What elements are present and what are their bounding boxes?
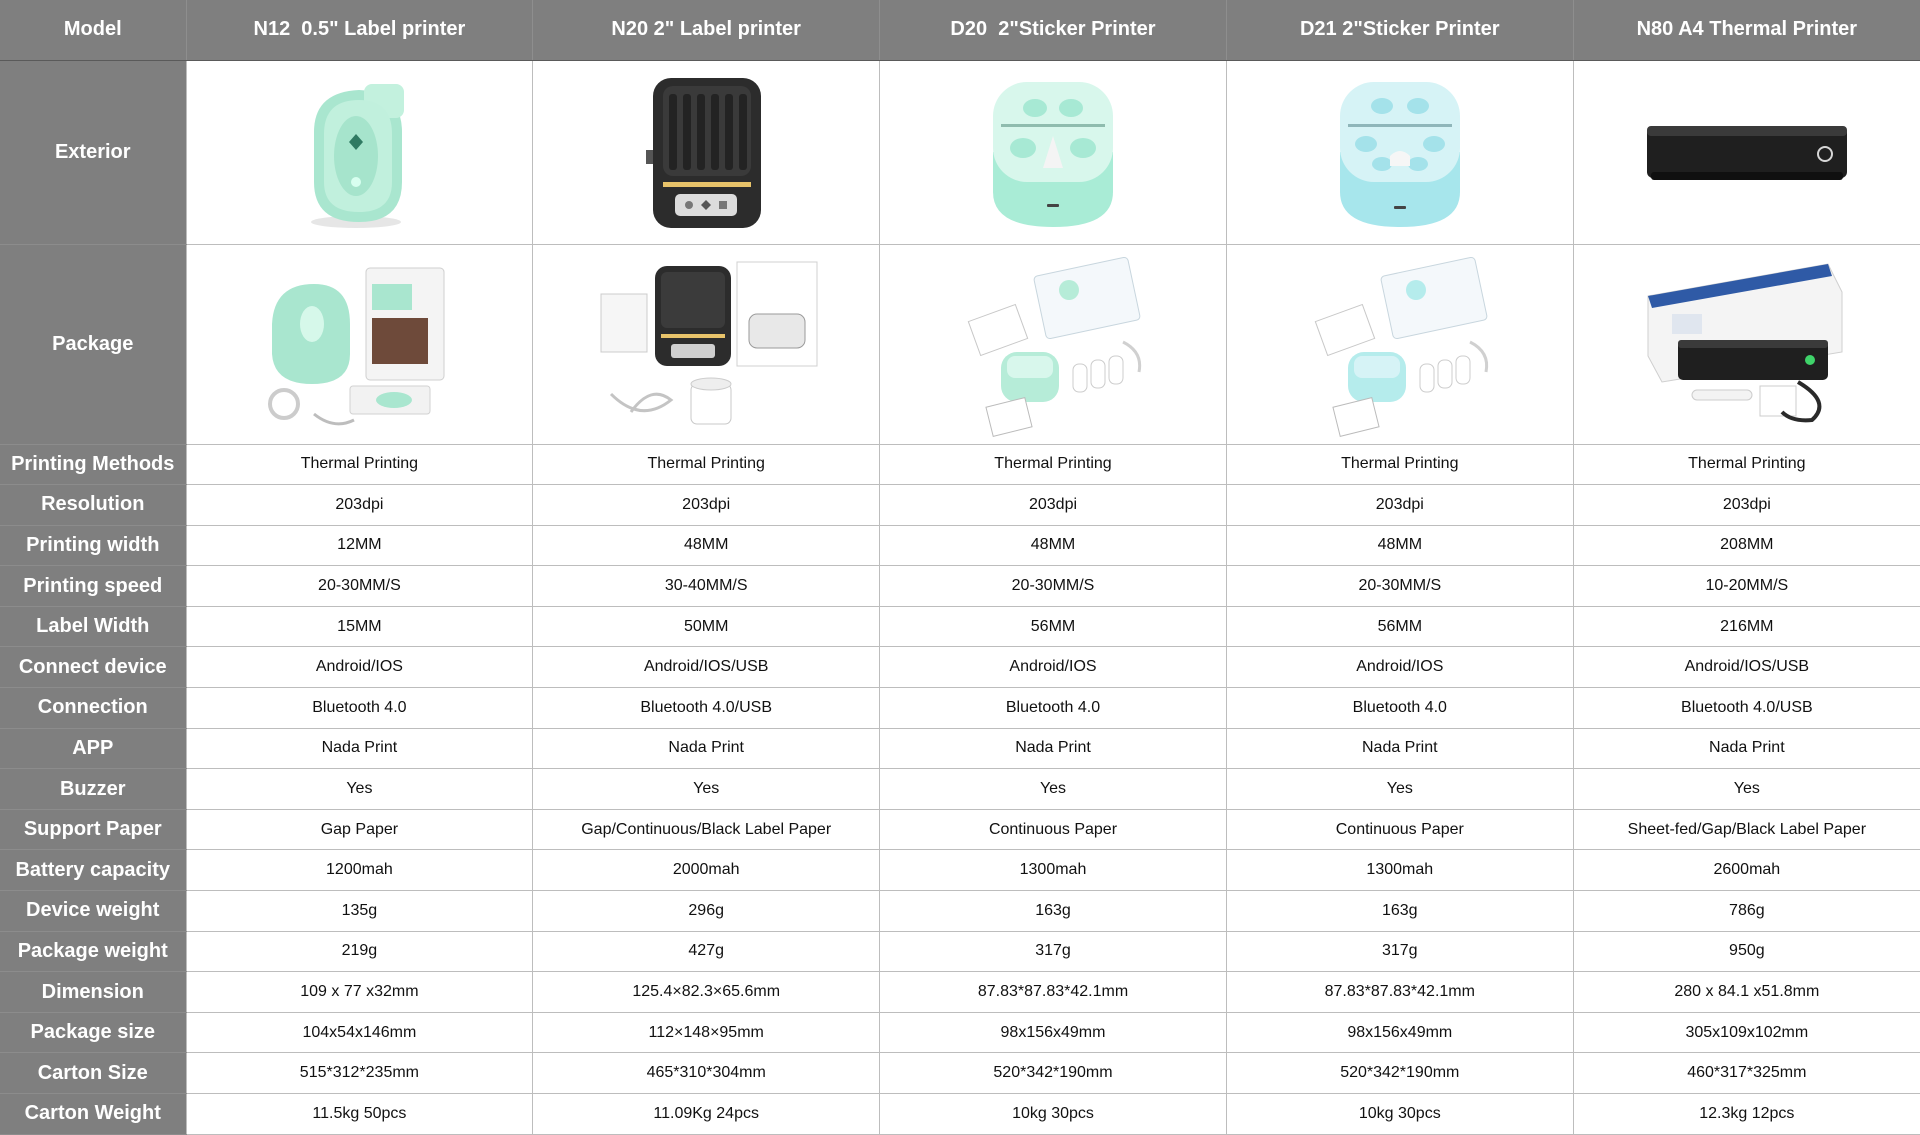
spec-value-cell: 56MM: [880, 606, 1227, 647]
spec-value-cell: Nada Print: [880, 728, 1227, 769]
spec-value-cell: Thermal Printing: [1226, 444, 1573, 485]
spec-row: [0, 1094, 1920, 1135]
spec-value-cell: Bluetooth 4.0: [1226, 688, 1573, 729]
spec-value-cell: Thermal Printing: [1573, 444, 1920, 485]
spec-row: [0, 525, 1920, 566]
spec-value-cell: 203dpi: [1573, 485, 1920, 526]
spec-value-cell: Continuous Paper: [1226, 809, 1573, 850]
spec-value-cell: Bluetooth 4.0: [880, 688, 1227, 729]
exterior-cell-n20: [533, 60, 880, 244]
spec-value-cell: Nada Print: [186, 728, 533, 769]
spec-value-cell: Android/IOS/USB: [1573, 647, 1920, 688]
package-cell-n20: [533, 244, 880, 444]
spec-row-label: Label Width: [0, 606, 186, 647]
spec-value-cell: Bluetooth 4.0: [186, 688, 533, 729]
package-cell-n80: [1573, 244, 1920, 444]
spec-value-cell: 208MM: [1573, 525, 1920, 566]
spec-value-cell: 20-30MM/S: [880, 566, 1227, 607]
spec-value-cell: 1300mah: [880, 850, 1227, 891]
spec-row-label: Connect device: [0, 647, 186, 688]
spec-value-cell: Bluetooth 4.0/USB: [533, 688, 880, 729]
spec-value-cell: 10kg 30pcs: [1226, 1094, 1573, 1135]
spec-value-cell: 98x156x49mm: [880, 1012, 1227, 1053]
spec-value-cell: 11.09Kg 24pcs: [533, 1094, 880, 1135]
spec-value-cell: 50MM: [533, 606, 880, 647]
spec-value-cell: 11.5kg 50pcs: [186, 1094, 533, 1135]
spec-row: [0, 891, 1920, 932]
spec-row: [0, 566, 1920, 607]
spec-value-cell: Android/IOS: [1226, 647, 1573, 688]
spec-value-cell: Android/IOS: [880, 647, 1227, 688]
spec-value-cell: 465*310*304mm: [533, 1053, 880, 1094]
spec-row-label: Dimension: [0, 972, 186, 1013]
spec-value-cell: Nada Print: [1226, 728, 1573, 769]
spec-value-cell: 203dpi: [880, 485, 1227, 526]
spec-row: [0, 485, 1920, 526]
n80-package-contents-icon: [1632, 252, 1862, 437]
spec-value-cell: 10-20MM/S: [1573, 566, 1920, 607]
spec-value-cell: Continuous Paper: [880, 809, 1227, 850]
package-cell-d20: [880, 244, 1227, 444]
spec-row-label: Carton Weight: [0, 1094, 186, 1135]
spec-row-label: Printing Methods: [0, 444, 186, 485]
exterior-cell-d20: [880, 60, 1227, 244]
spec-row-label: Printing width: [0, 525, 186, 566]
spec-value-cell: 950g: [1573, 931, 1920, 972]
mint-sticker-printer-icon: [983, 72, 1123, 232]
model-header-d21: D21 2"Sticker Printer: [1226, 0, 1573, 60]
spec-value-cell: 12.3kg 12pcs: [1573, 1094, 1920, 1135]
spec-row: [0, 972, 1920, 1013]
spec-row-label: Buzzer: [0, 769, 186, 810]
spec-value-cell: 48MM: [533, 525, 880, 566]
spec-value-cell: 2600mah: [1573, 850, 1920, 891]
spec-value-cell: 87.83*87.83*42.1mm: [1226, 972, 1573, 1013]
spec-value-cell: 98x156x49mm: [1226, 1012, 1573, 1053]
package-row: [0, 244, 1920, 444]
spec-row-label: Resolution: [0, 485, 186, 526]
mint-label-maker-icon: [284, 72, 434, 232]
spec-value-cell: 1300mah: [1226, 850, 1573, 891]
spec-value-cell: 296g: [533, 891, 880, 932]
black-label-printer-icon: [641, 70, 771, 235]
n20-package-contents-icon: [591, 254, 821, 434]
black-a4-printer-icon: [1637, 112, 1857, 192]
spec-row: [0, 647, 1920, 688]
n12-package-contents-icon: [254, 254, 464, 434]
spec-value-cell: 305x109x102mm: [1573, 1012, 1920, 1053]
spec-value-cell: Yes: [533, 769, 880, 810]
spec-row: [0, 728, 1920, 769]
spec-value-cell: Gap Paper: [186, 809, 533, 850]
spec-value-cell: Nada Print: [1573, 728, 1920, 769]
spec-value-cell: 280 x 84.1 x51.8mm: [1573, 972, 1920, 1013]
spec-row-label: Package size: [0, 1012, 186, 1053]
spec-value-cell: Android/IOS: [186, 647, 533, 688]
exterior-cell-n80: [1573, 60, 1920, 244]
spec-value-cell: Yes: [1226, 769, 1573, 810]
model-corner-label: Model: [0, 0, 186, 60]
exterior-row: [0, 60, 1920, 244]
spec-row: [0, 444, 1920, 485]
spec-value-cell: 786g: [1573, 891, 1920, 932]
spec-row: [0, 769, 1920, 810]
spec-value-cell: 203dpi: [533, 485, 880, 526]
spec-value-cell: 163g: [1226, 891, 1573, 932]
spec-value-cell: 109 x 77 x32mm: [186, 972, 533, 1013]
spec-row-label: Battery capacity: [0, 850, 186, 891]
spec-row: [0, 931, 1920, 972]
spec-value-cell: Gap/Continuous/Black Label Paper: [533, 809, 880, 850]
spec-value-cell: 317g: [1226, 931, 1573, 972]
spec-row: [0, 1053, 1920, 1094]
spec-value-cell: Thermal Printing: [186, 444, 533, 485]
spec-value-cell: 135g: [186, 891, 533, 932]
spec-value-cell: Sheet-fed/Gap/Black Label Paper: [1573, 809, 1920, 850]
spec-value-cell: 12MM: [186, 525, 533, 566]
spec-value-cell: 15MM: [186, 606, 533, 647]
spec-value-cell: 30-40MM/S: [533, 566, 880, 607]
exterior-cell-d21: [1226, 60, 1573, 244]
header-row: [0, 0, 1920, 60]
package-cell-n12: [186, 244, 533, 444]
spec-value-cell: 2000mah: [533, 850, 880, 891]
spec-value-cell: 56MM: [1226, 606, 1573, 647]
spec-value-cell: 216MM: [1573, 606, 1920, 647]
spec-row-label: Connection: [0, 688, 186, 729]
spec-value-cell: 87.83*87.83*42.1mm: [880, 972, 1227, 1013]
spec-value-cell: 104x54x146mm: [186, 1012, 533, 1053]
spec-row-label: Device weight: [0, 891, 186, 932]
spec-value-cell: 219g: [186, 931, 533, 972]
spec-value-cell: Bluetooth 4.0/USB: [1573, 688, 1920, 729]
blue-sticker-printer-icon: [1330, 72, 1470, 232]
spec-value-cell: 48MM: [880, 525, 1227, 566]
spec-value-cell: 460*317*325mm: [1573, 1053, 1920, 1094]
spec-value-cell: 163g: [880, 891, 1227, 932]
spec-row-label: Printing speed: [0, 566, 186, 607]
spec-row: [0, 1012, 1920, 1053]
spec-value-cell: 125.4×82.3×65.6mm: [533, 972, 880, 1013]
spec-row-label: Carton Size: [0, 1053, 186, 1094]
spec-value-cell: 20-30MM/S: [186, 566, 533, 607]
row-label-package: Package: [0, 244, 186, 444]
model-header-n12: N12 0.5" Label printer: [186, 0, 533, 60]
package-cell-d21: [1226, 244, 1573, 444]
spec-value-cell: 203dpi: [186, 485, 533, 526]
spec-value-cell: 1200mah: [186, 850, 533, 891]
spec-row: [0, 606, 1920, 647]
spec-row: [0, 809, 1920, 850]
spec-value-cell: Android/IOS/USB: [533, 647, 880, 688]
model-header-d20: D20 2"Sticker Printer: [880, 0, 1227, 60]
model-header-n80: N80 A4 Thermal Printer: [1573, 0, 1920, 60]
model-header-n20: N20 2" Label printer: [533, 0, 880, 60]
spec-value-cell: Thermal Printing: [880, 444, 1227, 485]
row-label-exterior: Exterior: [0, 60, 186, 244]
spec-row-label: APP: [0, 728, 186, 769]
spec-row: [0, 688, 1920, 729]
spec-value-cell: 427g: [533, 931, 880, 972]
d21-package-contents-icon: [1290, 252, 1510, 437]
spec-value-cell: Yes: [1573, 769, 1920, 810]
exterior-cell-n12: [186, 60, 533, 244]
spec-value-cell: 112×148×95mm: [533, 1012, 880, 1053]
spec-value-cell: 203dpi: [1226, 485, 1573, 526]
spec-value-cell: Yes: [186, 769, 533, 810]
spec-row: [0, 850, 1920, 891]
d20-package-contents-icon: [943, 252, 1163, 437]
spec-value-cell: 10kg 30pcs: [880, 1094, 1227, 1135]
spec-row-label: Package weight: [0, 931, 186, 972]
spec-value-cell: Nada Print: [533, 728, 880, 769]
spec-value-cell: 317g: [880, 931, 1227, 972]
spec-value-cell: 48MM: [1226, 525, 1573, 566]
spec-value-cell: 20-30MM/S: [1226, 566, 1573, 607]
spec-value-cell: 515*312*235mm: [186, 1053, 533, 1094]
spec-value-cell: Yes: [880, 769, 1227, 810]
spec-value-cell: 520*342*190mm: [1226, 1053, 1573, 1094]
spec-value-cell: Thermal Printing: [533, 444, 880, 485]
spec-value-cell: 520*342*190mm: [880, 1053, 1227, 1094]
spec-row-label: Support Paper: [0, 809, 186, 850]
